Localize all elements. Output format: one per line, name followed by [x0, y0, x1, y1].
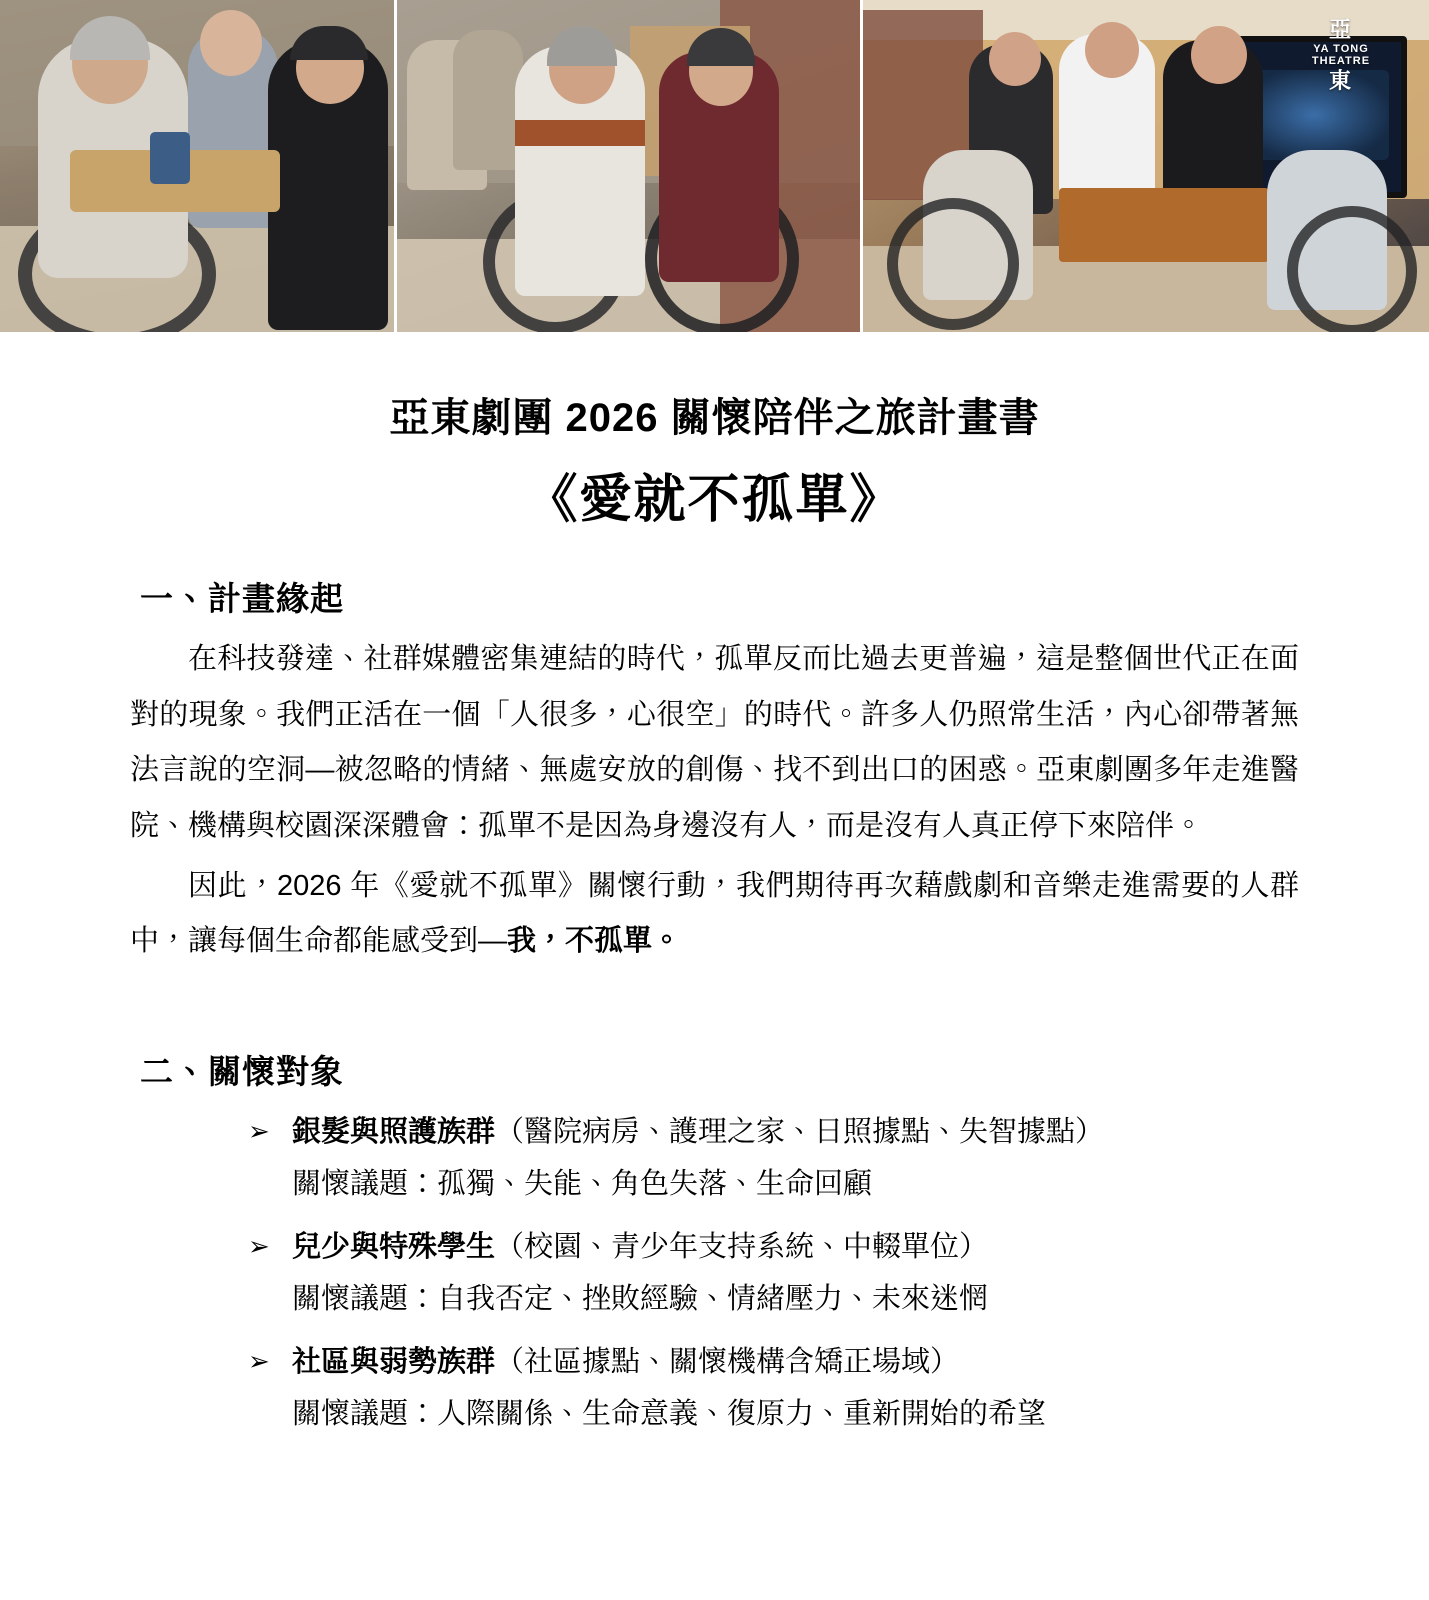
page-title: 亞東劇團 2026 關懷陪伴之旅計畫書: [389, 396, 1040, 440]
list-item: [248, 1224, 1299, 1323]
mug-shape: [150, 132, 190, 184]
arrow-bullet-icon: ➢: [248, 1345, 270, 1376]
person-head-shape: [989, 32, 1041, 86]
banner-photo-performance: [863, 0, 1429, 332]
list-item-subtext: 關懷議題：自我否定、挫敗經驗、情緒壓力、未來迷惘: [292, 1283, 989, 1316]
person-head-shape: [1085, 22, 1139, 78]
audience-list: [248, 1109, 1299, 1437]
list-item-detail: （醫院病房、護理之家、日照據點、失智據點）: [495, 1116, 1105, 1149]
arrow-bullet-icon: ➢: [248, 1116, 270, 1147]
list-item-lead: 銀髮與照護族群: [292, 1116, 496, 1149]
list-item-detail: （校園、青少年支持系統、中輟單位）: [495, 1230, 989, 1263]
wheelchair-shape: [887, 198, 1019, 330]
paragraph-origin-2: [130, 859, 1299, 970]
list-item-main: [248, 1109, 1299, 1155]
section-heading-origin: 一、計畫緣起: [140, 580, 344, 617]
section-spacer: [130, 974, 1299, 1020]
logo-bottom-glyph: 東: [1328, 68, 1353, 94]
logo-english-name: YA TONG THEATRE: [1311, 43, 1371, 67]
arrow-bullet-icon: ➢: [248, 1230, 270, 1261]
list-item-text: [292, 1224, 1299, 1270]
list-item-lead: 社區與弱勢族群: [292, 1345, 496, 1378]
document-body: [0, 392, 1429, 1497]
paragraph-origin-1: 在科技發達、社群媒體密集連結的時代，孤單反而比過去更普遍，這是整個世代正在面對的現象。我們正活在一個「人很多，心很空」的時代。許多人仍照常生活，內心卻帶著無法言說的空洞—被忽略的情緒、無處安放的創傷、找不到出口的困惑。亞東劇團多年走進醫院、機構與校園深深體會：孤單不是因為身邊沒有人，而是沒有人真正停下來陪伴。: [130, 643, 1299, 843]
person-head-shape: [1191, 26, 1247, 84]
photo-banner: [0, 0, 1429, 332]
logo-top-glyph: 亞: [1328, 17, 1353, 42]
person-head-shape: [200, 10, 262, 76]
list-item-detail: （社區據點、關懷機構含矯正場域）: [495, 1345, 960, 1378]
person-shape: [453, 30, 523, 170]
ya-tong-theatre-logo: [1287, 18, 1395, 92]
table-shape: [1059, 188, 1269, 262]
list-item: [248, 1109, 1299, 1208]
list-item: [248, 1339, 1299, 1438]
clothing-stripe-shape: [515, 120, 645, 146]
list-item-main: [248, 1339, 1299, 1385]
banner-photo-nursing-home: [397, 0, 863, 332]
list-item-main: [248, 1224, 1299, 1270]
list-item-text: [292, 1109, 1299, 1155]
paragraph-origin-2-emphasis: 我，不孤單。: [507, 925, 682, 958]
list-item-lead: 兒少與特殊學生: [292, 1230, 496, 1263]
banner-photo-visit-day-care: [0, 0, 397, 332]
paragraph-origin-2-text: 因此，2026 年《愛就不孤單》關懷行動，我們期待再次藉戲劇和音樂走進需要的人群中，讓每個生命都能感受到—: [130, 869, 1299, 958]
list-item-text: [292, 1339, 1299, 1385]
list-item-subtext: 關懷議題：人際關係、生命意義、復原力、重新開始的希望: [292, 1397, 1047, 1430]
page-subtitle: 《愛就不孤單》: [525, 471, 904, 529]
list-item-subtext: 關懷議題：孤獨、失能、角色失落、生命回顧: [292, 1168, 873, 1201]
wheelchair-shape: [1287, 206, 1417, 332]
section-heading-audience: 二、關懷對象: [140, 1053, 344, 1091]
